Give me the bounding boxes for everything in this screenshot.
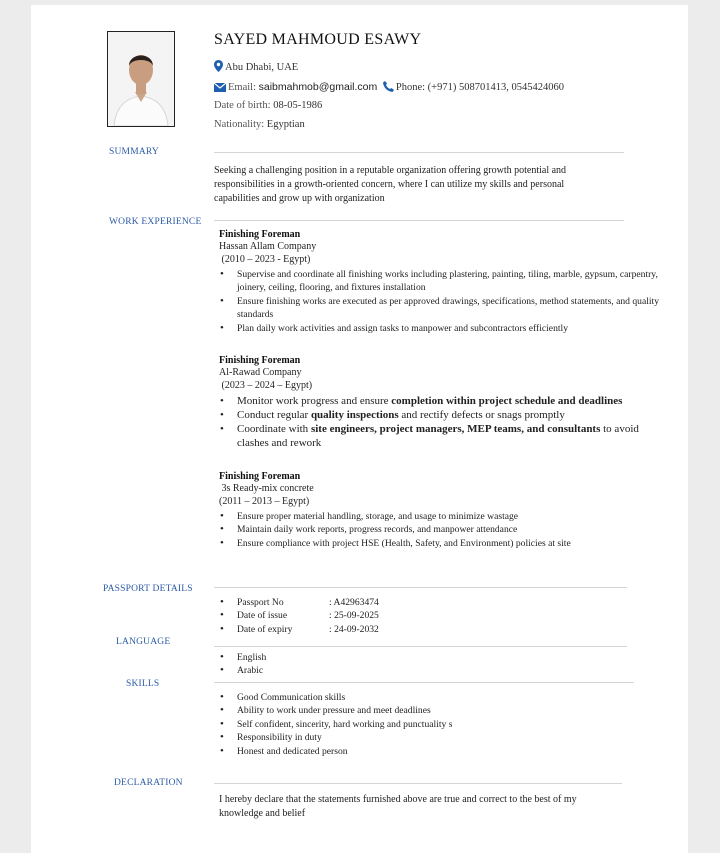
language-item: • Arabic	[219, 664, 519, 677]
map-pin-icon	[214, 60, 223, 72]
job-title: Finishing Foreman	[219, 229, 301, 240]
declaration-heading: DECLARATION	[114, 778, 183, 788]
dob-value: 08-05-1986	[273, 100, 323, 111]
work-experience-heading: WORK EXPERIENCE	[109, 217, 202, 227]
email-label: Email:	[228, 82, 256, 93]
duty-item: • Monitor work progress and ensure completion within project schedule and deadlines	[219, 394, 669, 408]
skill-item: • Self confident, sincerity, hard working and punctuality s	[219, 718, 619, 731]
summary-text	[214, 164, 634, 206]
location-text: Abu Dhabi, UAE	[225, 62, 299, 73]
skill-item: • Honest and dedicated person	[219, 745, 619, 758]
job-period: (2010 – 2023 - Egypt)	[219, 254, 311, 265]
declaration-line: I hereby declare that the statements furnished above are true and correct to the best of my	[219, 794, 577, 805]
duty-item: • Ensure compliance with project HSE (Health, Safety, and Environment) policies at site	[219, 537, 669, 550]
summary-line: Seeking a challenging position in a reputable organization offering growth potential and	[214, 165, 567, 176]
job-entry	[219, 471, 669, 550]
candidate-name: SAYED MAHMOUD ESAWY	[214, 31, 422, 48]
person-portrait-icon	[108, 32, 174, 126]
language-item: • English	[219, 651, 519, 664]
envelope-icon	[214, 83, 226, 92]
skills-divider	[214, 682, 634, 683]
declaration-text	[219, 793, 639, 821]
job-duties	[219, 394, 669, 450]
job-title: Finishing Foreman	[219, 471, 301, 482]
job-duties	[219, 268, 669, 335]
contact-line	[214, 81, 564, 93]
nationality-label: Nationality:	[214, 119, 265, 130]
skill-item: • Ability to work under pressure and meet deadlines	[219, 704, 619, 717]
job-company: Hassan Allam Company	[219, 241, 317, 252]
passport-row: • Date of issue : 25-09-2025	[219, 609, 519, 622]
duty-item: • Ensure proper material handling, storage, and usage to minimize wastage	[219, 510, 669, 523]
declaration-divider	[214, 783, 622, 784]
duty-item: • Supervise and coordinate all finishing works including plastering, painting, tiling, marble, gypsum, carpentry, joinery, ceiling, flooring, and fixtures installation	[219, 268, 669, 295]
job-entry	[219, 229, 669, 335]
skill-item: • Responsibility in duty	[219, 731, 619, 744]
location-line	[214, 60, 298, 73]
job-entry	[219, 355, 669, 450]
phone-number: (+971) 508701413, 0545424060	[427, 82, 564, 93]
passport-heading: PASSPORT DETAILS	[103, 584, 193, 594]
declaration-line: knowledge and belief	[219, 808, 306, 819]
skills-heading: SKILLS	[126, 679, 160, 689]
profile-photo	[107, 31, 175, 127]
experience-divider	[214, 220, 624, 221]
passport-row: • Passport No : A42963474	[219, 596, 519, 609]
dob-label: Date of birth:	[214, 100, 271, 111]
duty-item: • Conduct regular quality inspections and rectify defects or snags promptly	[219, 408, 669, 422]
job-company: 3s Ready-mix concrete	[219, 483, 314, 494]
passport-list	[219, 596, 519, 636]
summary-divider	[214, 152, 624, 153]
summary-line: responsibilities in a growth-oriented concern, where I can utilize my skills and personal	[214, 179, 565, 190]
job-period: (2023 – 2024 – Egypt)	[219, 380, 313, 391]
nationality-line	[214, 119, 305, 130]
duty-item: • Plan daily work activities and assign tasks to manpower and subcontractors efficiently	[219, 322, 669, 335]
job-period: (2011 – 2013 – Egypt)	[219, 496, 310, 507]
duty-item: • Maintain daily work reports, progress records, and manpower attendance	[219, 523, 669, 536]
language-divider	[214, 646, 627, 647]
summary-line: capabilities and grow up with organization	[214, 193, 385, 204]
duty-item: • Ensure finishing works are executed as per approved drawings, specifications, method statements, and quality standards	[219, 295, 669, 322]
summary-heading: SUMMARY	[109, 147, 159, 157]
skill-item: • Good Communication skills	[219, 691, 619, 704]
language-heading: LANGUAGE	[116, 637, 171, 647]
phone-icon	[383, 81, 394, 92]
passport-row: • Date of expiry : 24-09-2032	[219, 623, 519, 636]
nationality-value: Egyptian	[266, 119, 305, 130]
email-link[interactable]: saibmahmob@gmail.com	[258, 81, 378, 93]
language-list	[219, 651, 519, 678]
phone-label: Phone:	[395, 82, 426, 93]
job-duties	[219, 510, 669, 550]
job-title: Finishing Foreman	[219, 355, 301, 366]
passport-divider	[214, 587, 627, 588]
resume-page	[31, 5, 688, 853]
duty-item: • Coordinate with site engineers, project managers, MEP teams, and consultants to avoid clashes and rework	[219, 422, 669, 450]
dob-line	[214, 100, 322, 111]
job-company: Al-Rawad Company	[219, 367, 302, 378]
skills-list	[219, 691, 619, 758]
